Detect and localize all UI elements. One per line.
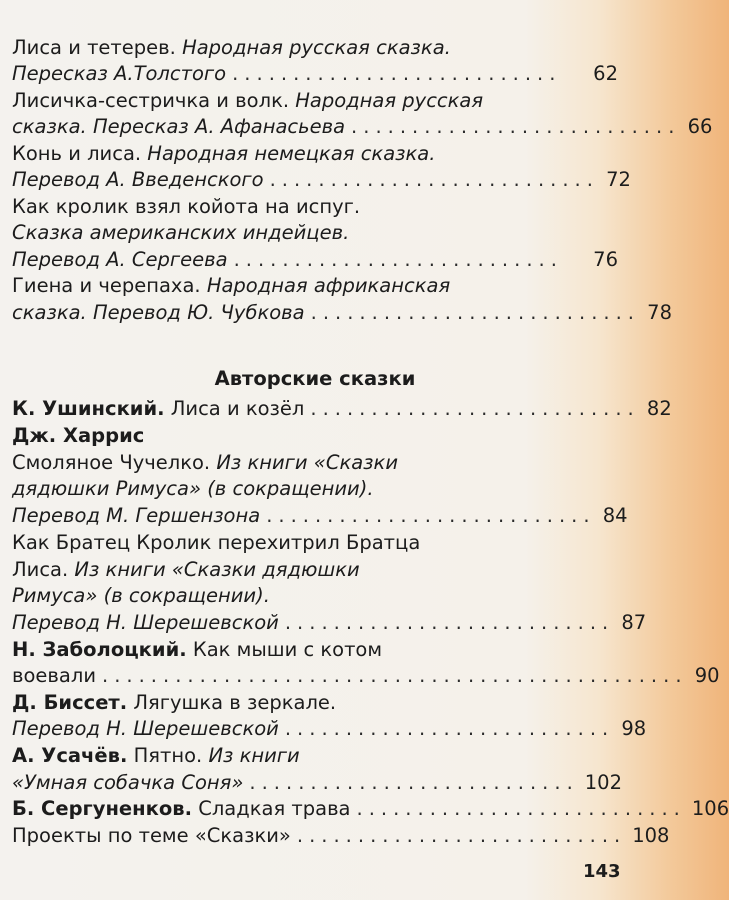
toc-line <box>12 476 618 502</box>
entry-title: Как Братец Кролик перехитрил Братца <box>12 531 421 554</box>
toc-entry-text <box>12 796 351 822</box>
toc-line <box>12 690 618 716</box>
toc-line <box>12 423 618 449</box>
toc-entry-text <box>12 716 279 742</box>
toc-entry-text <box>12 396 304 422</box>
toc-line <box>12 743 618 769</box>
page-ref: 78 <box>647 301 672 324</box>
entry-note: сказка. Перевод Ю. Чубкова <box>12 301 305 324</box>
page-ref: 87 <box>621 611 647 634</box>
dot-leader: ........................... <box>269 168 599 191</box>
page-ref: 76 <box>593 248 618 271</box>
toc-entry-text <box>12 194 360 220</box>
toc-entry-text <box>12 663 96 689</box>
entry-note: Из книги «Сказки <box>216 451 398 474</box>
toc-entry-text <box>12 637 382 663</box>
toc-line <box>12 637 618 663</box>
toc-entry-text <box>12 61 226 87</box>
toc-entry-text <box>12 557 360 583</box>
toc-entry-text <box>12 35 451 61</box>
page-ref: 82 <box>646 397 672 420</box>
entry-title: Лиса и тетерев. <box>12 36 183 59</box>
dot-leader: ........................... <box>356 797 686 820</box>
entry-title: Лисичка-сестричка и волк. <box>12 89 296 112</box>
toc-entry-text <box>12 450 398 476</box>
dot-leader: ........................... <box>296 824 627 847</box>
toc-line <box>12 610 647 636</box>
entry-title: Лиса и козёл <box>164 397 305 420</box>
dot-leader: ........................... <box>351 115 681 138</box>
toc-line <box>12 114 713 140</box>
entry-note: «Умная собачка Соня» <box>12 771 244 794</box>
dot-leader: ........................... <box>249 771 579 794</box>
toc-line <box>12 716 647 742</box>
dot-leader: ........................... <box>310 397 640 420</box>
toc-line <box>12 88 618 114</box>
dot-leader: ........................... <box>232 62 562 85</box>
toc-entry-text <box>12 823 291 849</box>
entry-note: Перевод Н. Шерешевской <box>12 717 279 740</box>
toc-entry-text <box>12 770 243 796</box>
page-ref: 90 <box>694 664 720 687</box>
toc-line <box>12 247 618 273</box>
toc-entry-text <box>12 610 279 636</box>
entry-title: Как мыши с котом <box>186 638 383 661</box>
author-name: К. Ушинский. <box>12 397 165 420</box>
page-ref: 84 <box>602 504 628 527</box>
toc-entry-text <box>12 220 349 246</box>
toc-entry-text <box>12 300 305 326</box>
entry-note: Римуса» (в сокращении). <box>12 584 270 607</box>
toc-line <box>12 141 618 167</box>
entry-note: Народная русская <box>295 89 484 112</box>
toc-entry-text <box>12 583 270 609</box>
section-heading: Авторские сказки <box>214 367 416 390</box>
toc-entry-text <box>12 141 435 167</box>
toc-entry-text <box>12 690 336 716</box>
entry-title: Лягушка в зеркале. <box>127 691 337 714</box>
toc-line <box>12 770 622 796</box>
toc-line <box>12 583 618 609</box>
toc-line <box>12 61 618 87</box>
dot-leader: ........................... <box>310 301 640 324</box>
entry-note: Перевод М. Гершензона <box>12 504 261 527</box>
toc-entry-text <box>12 423 144 449</box>
entry-note: Народная немецкая сказка. <box>147 142 436 165</box>
toc-line <box>12 557 618 583</box>
entry-note: Перевод А. Введенского <box>12 168 264 191</box>
entry-note: Пересказ А.Толстого <box>12 62 227 85</box>
entry-note: Народная русская сказка. <box>182 36 451 59</box>
page-ref: 106 <box>691 797 729 820</box>
toc-line <box>12 167 631 193</box>
dot-leader: ........................... <box>284 717 615 740</box>
toc-entry-text <box>12 247 228 273</box>
toc-line <box>12 35 618 61</box>
entry-title: Проекты по теме «Сказки» <box>12 824 291 847</box>
toc-line <box>12 503 628 529</box>
toc-entry-text <box>12 273 450 299</box>
entry-note: Сказка американских индейцев. <box>12 221 350 244</box>
toc-entry-text <box>12 503 260 529</box>
toc-entry-text <box>12 743 300 769</box>
entry-note: Народная африканская <box>206 274 451 297</box>
entry-title: Как кролик взял койота на испуг. <box>12 195 361 218</box>
entry-title: Пятно. <box>127 744 209 767</box>
toc-line <box>12 220 618 246</box>
author-name: Н. Заболоцкий. <box>12 638 187 661</box>
dot-leader: ........................... <box>233 248 563 271</box>
page-ref: 72 <box>606 168 631 191</box>
toc-line <box>12 796 729 822</box>
entry-note: Из книги <box>208 744 300 767</box>
entry-note: дядюшки Римуса» (в сокращении). <box>12 477 374 500</box>
toc-line <box>12 450 618 476</box>
entry-title: Сладкая трава <box>192 797 351 820</box>
page-ref: 98 <box>621 717 647 740</box>
entry-note: Перевод А. Сергеева <box>12 248 228 271</box>
toc-line <box>12 300 672 326</box>
page-ref: 108 <box>632 824 670 847</box>
dot-leader: ................................................ <box>102 664 688 687</box>
toc-entry-text <box>12 114 345 140</box>
toc-entry-text <box>12 88 483 114</box>
entry-title: Конь и лиса. <box>12 142 148 165</box>
author-name: Дж. Харрис <box>12 424 145 447</box>
entry-title: Лиса. <box>12 558 75 581</box>
toc-line <box>12 823 670 849</box>
page-number: 143 <box>583 861 621 882</box>
toc-entry-text <box>12 530 420 556</box>
page-ref: 62 <box>593 62 618 85</box>
entry-note: Из книги «Сказки дядюшки <box>74 558 360 581</box>
dot-leader: ........................... <box>266 504 596 527</box>
toc-line <box>12 530 618 556</box>
entry-note: Перевод Н. Шерешевской <box>12 611 279 634</box>
entry-title: Гиена и черепаха. <box>12 274 207 297</box>
toc-entry-text <box>12 167 264 193</box>
entry-title: воевали <box>12 664 96 687</box>
toc-line <box>12 194 618 220</box>
toc-line <box>12 396 672 422</box>
author-name: А. Усачёв. <box>12 744 128 767</box>
author-name: Б. Сергуненков. <box>12 797 193 820</box>
entry-note: сказка. Пересказ А. Афанасьева <box>12 115 346 138</box>
author-name: Д. Биссет. <box>12 691 128 714</box>
toc-line <box>12 273 618 299</box>
toc-entry-text <box>12 476 374 502</box>
toc-line <box>12 663 720 689</box>
page-ref: 66 <box>687 115 713 138</box>
dot-leader: ........................... <box>284 611 615 634</box>
entry-title: Смоляное Чучелко. <box>12 451 217 474</box>
page-ref: 102 <box>584 771 622 794</box>
